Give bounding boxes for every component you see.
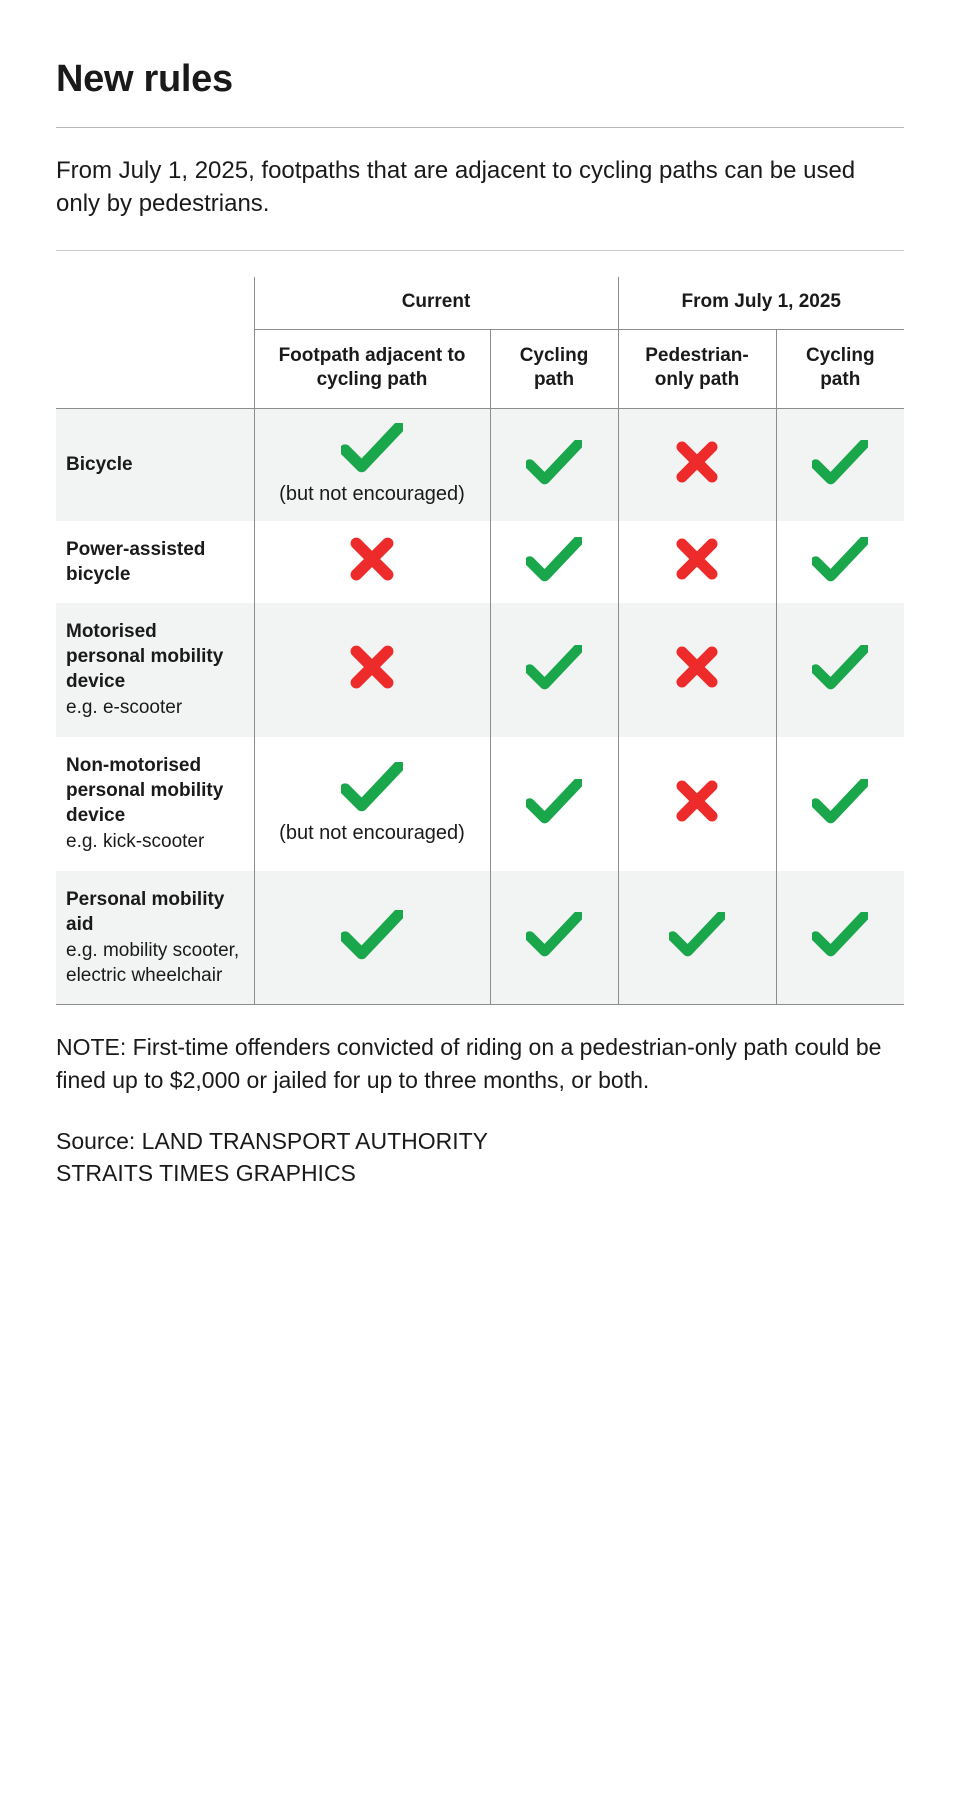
cell-1 [254,737,490,871]
source-block [56,1125,904,1189]
table-row [56,408,904,521]
tick-icon [526,645,582,690]
row-label-text: Power-assisted bicycle [66,538,206,585]
cell-2 [490,521,618,603]
row-label-example: e.g. kick-scooter [66,831,205,853]
intro-text: From July 1, 2025, footpaths that are adjacent to cycling paths can be used only by pedestrians. [56,157,856,218]
row-label [56,737,254,871]
source-line-2: STRAITS TIMES GRAPHICS [56,1159,356,1186]
cross-icon [675,537,719,581]
cross-icon [675,779,719,823]
cross-icon [349,644,395,690]
tick-icon [526,779,582,824]
group-header-future: From July 1, 2025 [618,277,904,330]
source-line-1: Source: LAND TRANSPORT AUTHORITY [56,1127,489,1154]
cell-1 [254,521,490,603]
column-header-blank [56,330,254,409]
row-label [56,408,254,521]
tick-icon [526,912,582,957]
row-label-text: Bicycle [66,454,133,476]
table-row [56,737,904,871]
cross-icon [349,536,395,582]
tick-icon [812,537,868,582]
row-label-example: e.g. mobility scooter, electric wheelchair [66,939,240,986]
cell-3 [618,521,776,603]
table-body [56,408,904,1005]
row-label-text: Motorised personal mobility device [66,620,224,693]
rules-table [56,277,904,1005]
column-header-pedestrian-only: Pedestrian-only path [618,330,776,409]
divider-top [56,127,904,128]
divider-above-table [56,250,904,251]
tick-icon [812,912,868,957]
cell-4 [776,408,904,521]
group-header-current: Current [254,277,618,330]
column-header-cycling-path-current: Cycling path [490,330,618,409]
table-row [56,521,904,603]
table-row [56,871,904,1005]
page-title: New rules [56,58,233,100]
cell-1 [254,408,490,521]
column-header-footpath-adjacent: Footpath adjacent to cycling path [254,330,490,409]
cell-3 [618,871,776,1005]
table-row [56,603,904,737]
cell-3 [618,603,776,737]
row-label [56,603,254,737]
cell-note: (but not encouraged) [279,482,465,505]
cell-2 [490,603,618,737]
tick-icon [526,537,582,582]
column-header-cycling-path-future: Cycling path [776,330,904,409]
cross-icon [675,440,719,484]
row-label-text: Personal mobility aid [66,888,225,935]
group-header-blank [56,277,254,330]
tick-icon [341,762,403,812]
cell-4 [776,603,904,737]
tick-icon [526,440,582,485]
footnote-text: NOTE: First-time offenders convicted of riding on a pedestrian-only path could be fined up to $2,000 or jailed for up to three months, or both. [56,1034,882,1093]
cell-3 [618,408,776,521]
cell-4 [776,871,904,1005]
tick-icon [812,645,868,690]
row-label [56,871,254,1005]
tick-icon [341,910,403,960]
column-header-row [56,330,904,409]
cell-3 [618,737,776,871]
table-head [56,277,904,408]
cell-1 [254,871,490,1005]
tick-icon [812,779,868,824]
row-label-example: e.g. e-scooter [66,697,183,719]
cell-4 [776,521,904,603]
tick-icon [812,440,868,485]
cell-2 [490,737,618,871]
cell-2 [490,408,618,521]
cell-note: (but not encouraged) [279,821,465,844]
row-label-text: Non-motorised personal mobility device [66,754,224,826]
group-header-row [56,277,904,330]
cell-4 [776,737,904,871]
cross-icon [675,645,719,689]
tick-icon [669,912,725,957]
tick-icon [341,423,403,473]
cell-2 [490,871,618,1005]
row-label [56,521,254,603]
cell-1 [254,603,490,737]
